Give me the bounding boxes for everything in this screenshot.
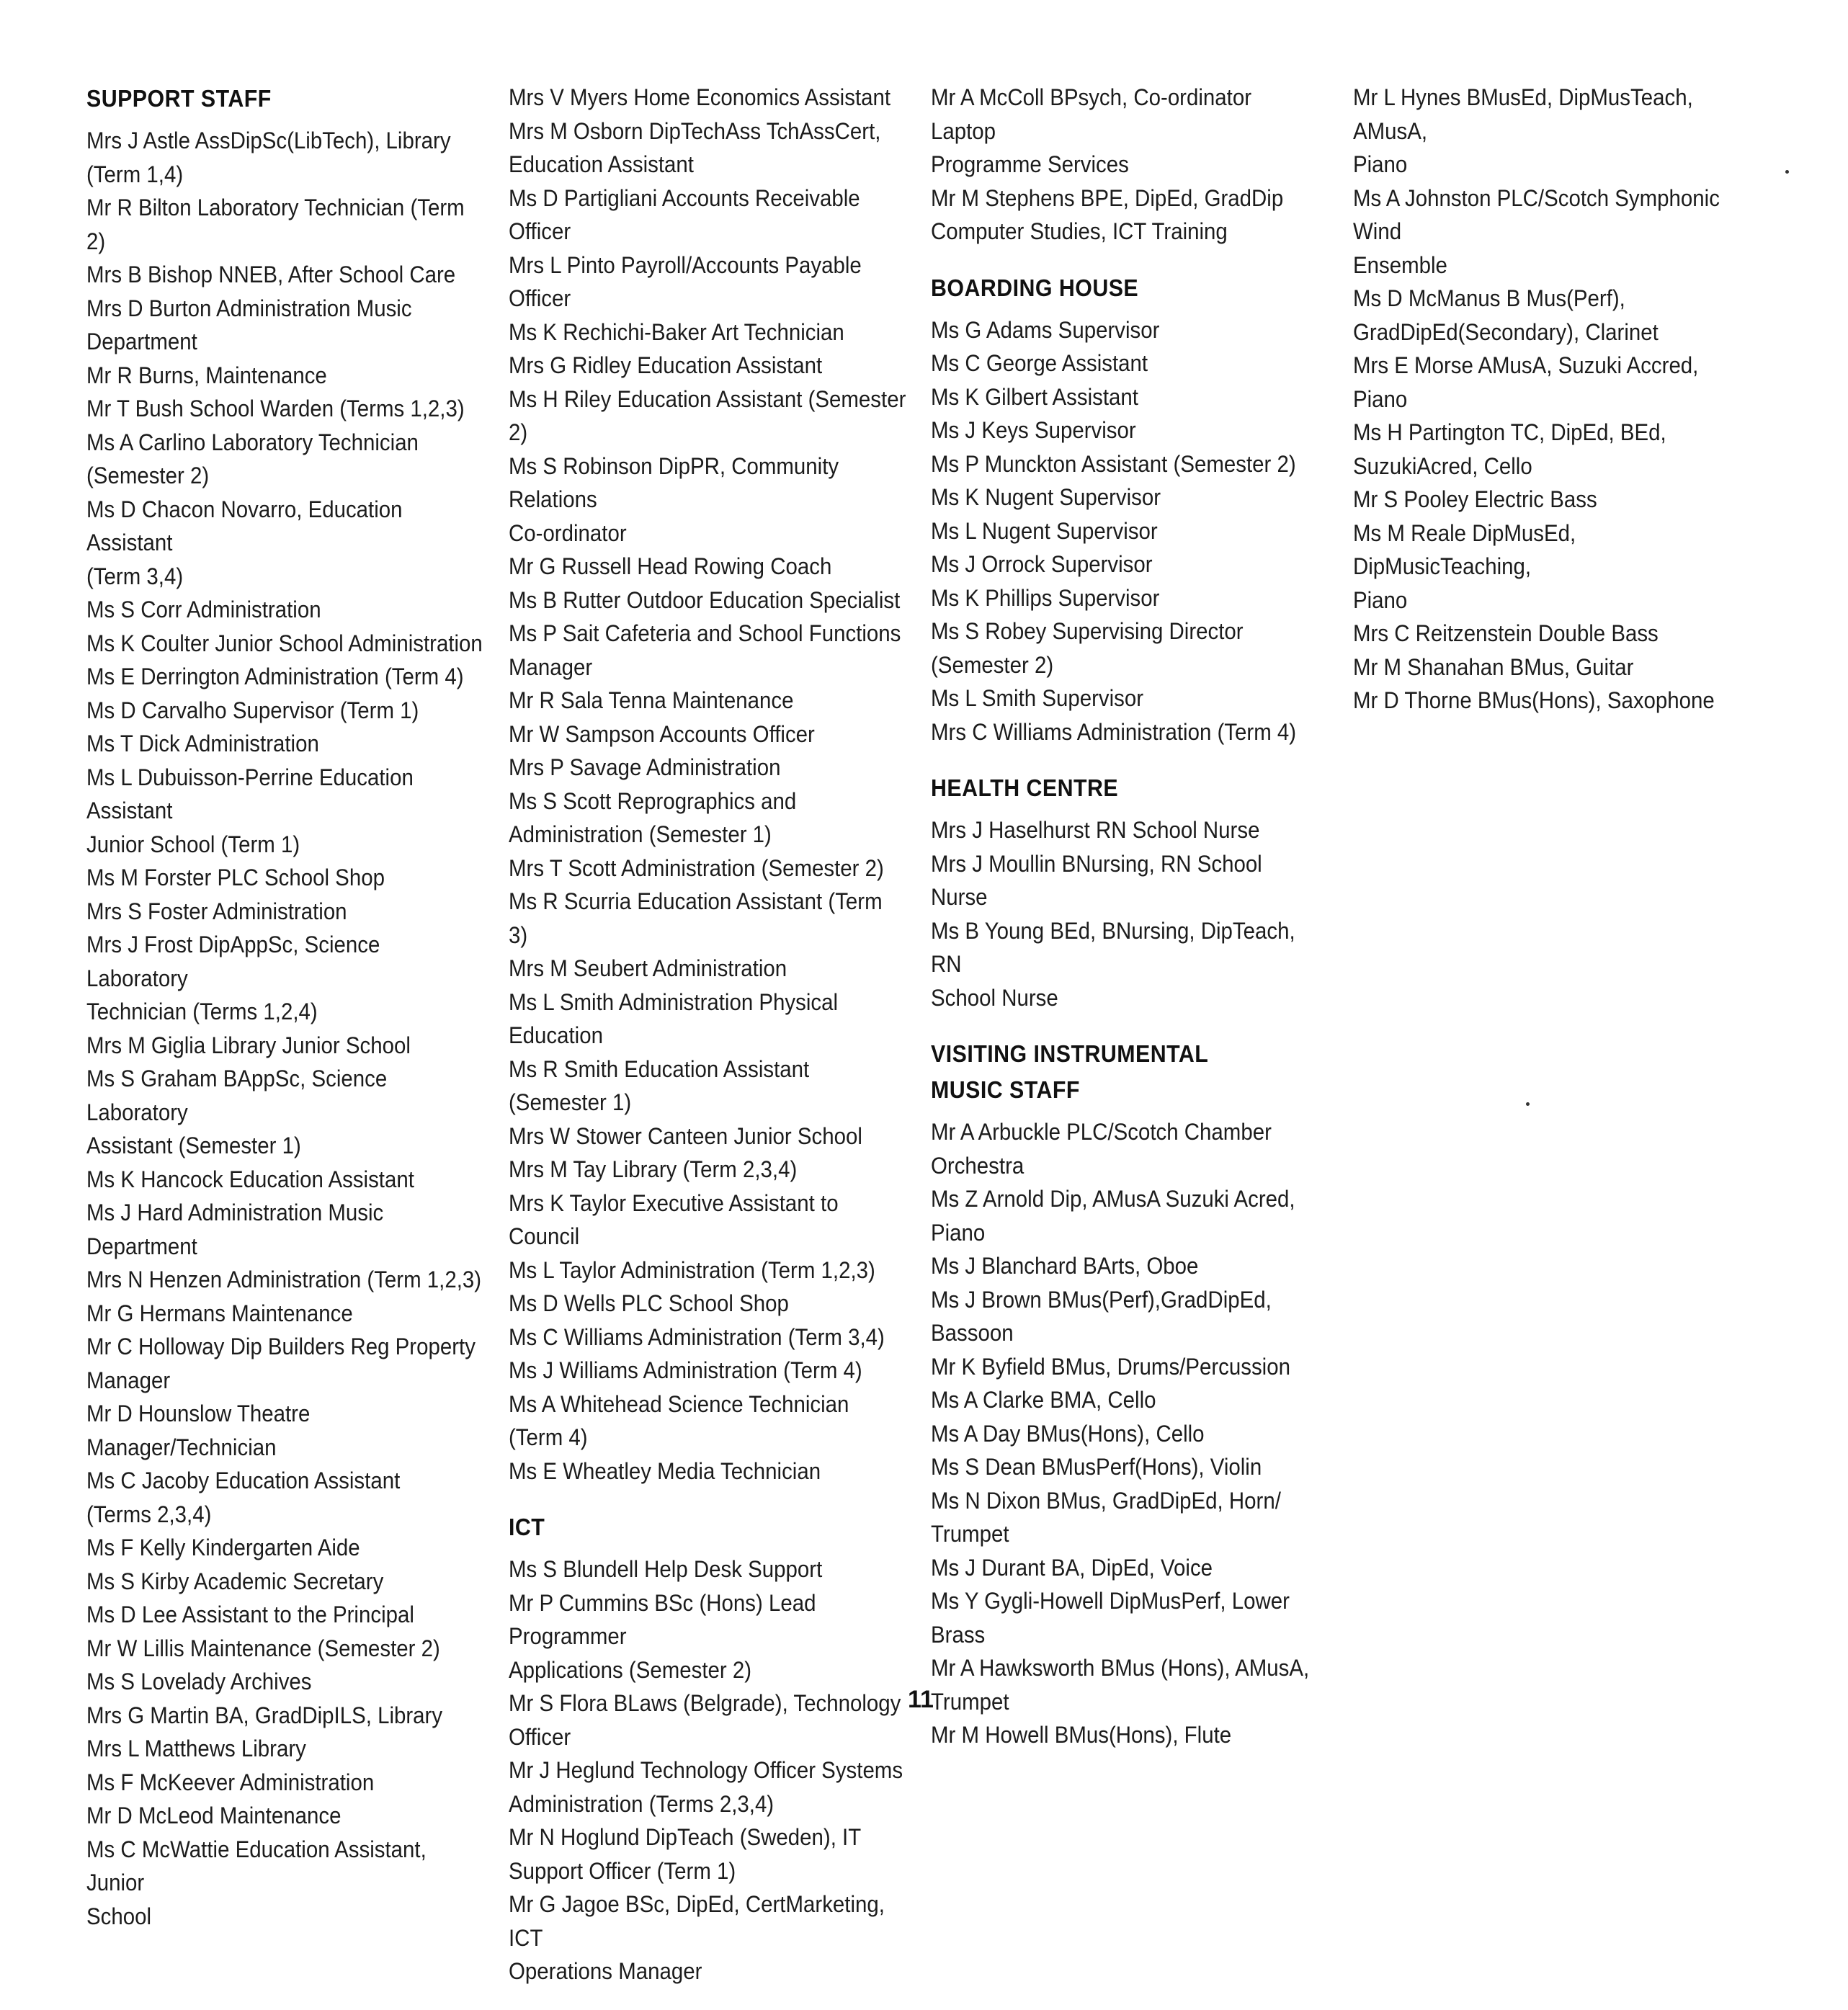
staff-entry-line: Mrs L Pinto Payroll/Accounts Payable Officer — [509, 251, 862, 311]
section-heading: ICT — [509, 1514, 545, 1540]
staff-entry-line: Ms L Nugent Supervisor — [931, 517, 1158, 544]
staff-entry-line: Ms C Williams Administration (Term 3,4) — [509, 1323, 885, 1350]
staff-entry-line: Ms A Johnston PLC/Scotch Symphonic Wind — [1353, 184, 1720, 244]
staff-list — [931, 813, 1316, 1014]
staff-entry-line: Mrs M Seubert Administration — [509, 955, 787, 981]
staff-entry-line: Ms C McWattie Education Assistant, Junior — [86, 1836, 427, 1895]
staff-entry-line: Ms K Hancock Education Assistant — [86, 1166, 414, 1192]
staff-entry-line: Mrs M Tay Library (Term 2,3,4) — [509, 1156, 798, 1182]
staff-entry-line: Operations Manager — [509, 1958, 702, 1984]
staff-entry-line: Ms L Smith Supervisor — [931, 685, 1144, 711]
staff-entry-line: Ms R Scurria Education Assistant (Term 3) — [509, 888, 883, 948]
health-centre-section — [931, 770, 1316, 1014]
staff-entry-line: Ms D Wells PLC School Shop — [509, 1290, 789, 1316]
staff-entry-line: Junior School (Term 1) — [86, 831, 300, 857]
staff-entry-line: Ms B Young BEd, BNursing, DipTeach, RN — [931, 917, 1295, 977]
section-heading: SUPPORT STAFF — [86, 85, 272, 112]
staff-entry-line: Ms S Blundell Help Desk Support — [509, 1556, 823, 1582]
staff-entry-line: Mrs J Astle AssDipSc(LibTech), Library — [86, 128, 451, 153]
staff-entry-line: Mr M Howell BMus(Hons), Flute — [931, 1722, 1232, 1748]
staff-entry-line: Ms M Reale DipMusEd, DipMusicTeaching, — [1353, 519, 1576, 579]
scan-speck — [1785, 170, 1789, 174]
staff-entry-line: Mr D McLeod Maintenance — [86, 1803, 342, 1828]
staff-entry-line: Piano — [1353, 151, 1408, 177]
staff-entry-line: Ms S Graham BAppSc, Science Laboratory — [86, 1066, 388, 1125]
staff-entry-line: Ms N Dixon BMus, GradDipEd, Horn/ — [931, 1487, 1281, 1514]
staff-entry-line: Mrs W Stower Canteen Junior School — [509, 1122, 862, 1149]
staff-entry-line: Mrs S Foster Administration — [86, 898, 347, 924]
staff-entry-line: (Semester 2) — [931, 651, 1054, 678]
staff-entry-line: Ms A Clarke BMA, Cello — [931, 1387, 1156, 1413]
staff-entry-line: (Semester 1) — [509, 1089, 632, 1115]
staff-entry-line: Mrs E Morse AMusA, Suzuki Accred, Piano — [1353, 352, 1699, 412]
section-heading: BOARDING HOUSE — [931, 274, 1139, 301]
staff-entry-line: Mr G Hermans Maintenance — [86, 1300, 353, 1326]
staff-entry-line: Ensemble — [1353, 251, 1447, 278]
staff-entry-line: Mr N Hoglund DipTeach (Sweden), IT — [509, 1824, 862, 1850]
staff-entry-line: Ms D Partigliani Accounts Receivable Officer — [509, 184, 860, 244]
staff-entry-line: Ms S Robey Supervising Director — [931, 618, 1244, 644]
staff-entry-line: SuzukiAcred, Cello — [1353, 452, 1532, 479]
staff-entry-line: Support Officer (Term 1) — [509, 1857, 736, 1884]
staff-entry-line: Mr J Heglund Technology Officer Systems — [509, 1757, 903, 1783]
staff-entry-line: Ms S Corr Administration — [86, 597, 321, 622]
staff-entry-line: GradDipEd(Secondary), Clarinet — [1353, 318, 1659, 345]
staff-entry-line: Ms J Blanchard BArts, Oboe — [931, 1253, 1199, 1279]
staff-entry-line: Mr T Bush School Warden (Terms 1,2,3) — [86, 396, 465, 421]
staff-entry-line: Mrs G Martin BA, GradDipILS, Library — [86, 1702, 443, 1728]
staff-list — [509, 1553, 906, 1988]
staff-entry-line: Ms K Coulter Junior School Administration — [86, 630, 483, 656]
staff-list — [931, 1115, 1316, 1752]
staff-entry-line: Ms L Smith Administration Physical — [509, 988, 839, 1015]
staff-list — [931, 313, 1316, 749]
staff-entry-line: Administration (Terms 2,3,4) — [509, 1790, 775, 1817]
staff-entry-line: Assistant (Semester 1) — [86, 1133, 301, 1158]
staff-entry-line: Ms A Whitehead Science Technician (Term 4) — [509, 1390, 849, 1450]
staff-entry-line: Trumpet — [931, 1521, 1009, 1547]
staff-entry-line: Ms S Lovelady Archives — [86, 1669, 312, 1694]
staff-entry-line: Mrs K Taylor Executive Assistant to Council — [509, 1189, 839, 1249]
staff-entry-line: School Nurse — [931, 984, 1058, 1011]
staff-entry-line: Mrs J Haselhurst RN School Nurse — [931, 817, 1260, 843]
staff-entry-line: Education — [509, 1022, 603, 1048]
visiting-music-staff-section — [931, 1036, 1316, 1752]
visiting-music-staff-continued-section — [1353, 81, 1751, 718]
staff-entry-line: Administration (Semester 1) — [509, 821, 772, 847]
staff-entry-line: Ms J Durant BA, DipEd, Voice — [931, 1554, 1213, 1581]
staff-entry-line: Mrs T Scott Administration (Semester 2) — [509, 854, 884, 881]
staff-entry-line: Ms F Kelly Kindergarten Aide — [86, 1535, 360, 1560]
staff-entry-line: Ms R Smith Education Assistant — [509, 1055, 810, 1082]
staff-entry-line: Mrs V Myers Home Economics Assistant — [509, 84, 891, 110]
staff-entry-line: Mrs M Giglia Library Junior School — [86, 1032, 411, 1058]
staff-entry-line: Mr G Russell Head Rowing Coach — [509, 553, 832, 579]
staff-entry-line: Mr A Arbuckle PLC/Scotch Chamber — [931, 1119, 1272, 1145]
staff-entry-line: Piano — [931, 1219, 986, 1246]
staff-entry-line: Ms K Nugent Supervisor — [931, 484, 1161, 510]
staff-entry-line: Mrs J Moullin BNursing, RN School Nurse — [931, 850, 1262, 910]
staff-entry-line: Piano — [1353, 586, 1408, 613]
column-2 — [509, 81, 906, 2010]
staff-entry-line: Mrs C Reitzenstein Double Bass — [1353, 620, 1659, 646]
staff-entry-line: Ms L Dubuisson-Perrine Education Assistant — [86, 764, 414, 823]
staff-entry-line: Ms S Kirby Academic Secretary — [86, 1568, 384, 1594]
staff-entry-line: Mr G Jagoe BSc, DipEd, CertMarketing, ICT — [509, 1891, 885, 1951]
staff-entry-line: Ms P Sait Cafeteria and School Functions — [509, 620, 901, 646]
staff-entry-line: Manager — [86, 1367, 171, 1393]
staff-entry-line: Mrs L Matthews Library — [86, 1736, 306, 1761]
staff-entry-line: Mrs B Bishop NNEB, After School Care — [86, 262, 456, 287]
staff-entry-line: Ms J Orrock Supervisor — [931, 551, 1153, 577]
staff-entry-line: (Term 3,4) — [86, 563, 184, 589]
staff-entry-line: Mr A McColl BPsych, Co-ordinator Laptop — [931, 84, 1252, 144]
staff-entry-line: Mrs N Henzen Administration (Term 1,2,3) — [86, 1267, 482, 1292]
staff-entry-line: Computer Studies, ICT Training — [931, 218, 1228, 244]
staff-entry-line: Ms L Taylor Administration (Term 1,2,3) — [509, 1256, 875, 1283]
support-staff-section — [86, 81, 484, 1933]
staff-entry-line: Mrs P Savage Administration — [509, 754, 781, 780]
staff-entry-line: (Semester 2) — [86, 463, 210, 488]
staff-entry-line: Mr L Hynes BMusEd, DipMusTeach, AMusA, — [1353, 84, 1693, 144]
boarding-house-section — [931, 270, 1316, 749]
staff-entry-line: Ms E Wheatley Media Technician — [509, 1457, 821, 1484]
column-3 — [931, 81, 1316, 1774]
staff-entry-line: Department — [86, 329, 197, 354]
column-1 — [86, 81, 484, 1955]
staff-entry-line: Ms K Rechichi-Baker Art Technician — [509, 318, 844, 345]
section-heading: VISITING INSTRUMENTAL MUSIC STAFF — [931, 1040, 1208, 1103]
staff-entry-line: Mr S Pooley Electric Bass — [1353, 486, 1597, 512]
staff-entry-line: Mrs C Williams Administration (Term 4) — [931, 718, 1297, 745]
ict-section — [509, 1509, 906, 1988]
staff-entry-line: Mr D Thorne BMus(Hons), Saxophone — [1353, 687, 1715, 713]
staff-entry-line: Ms H Partington TC, DipEd, BEd, — [1353, 419, 1666, 445]
staff-entry-line: Ms J Keys Supervisor — [931, 417, 1136, 443]
staff-entry-line: Mr R Burns, Maintenance — [86, 362, 327, 388]
ict-continued-section — [931, 81, 1316, 249]
scan-speck — [1526, 1102, 1530, 1106]
staff-entry-line: Ms G Adams Supervisor — [931, 316, 1160, 343]
staff-entry-line: Ms H Riley Education Assistant (Semester 2) — [509, 385, 906, 445]
staff-entry-line: Ms S Scott Reprographics and — [509, 787, 797, 814]
staff-entry-line: Ms C Jacoby Education Assistant — [86, 1468, 401, 1493]
staff-entry-line: Mrs D Burton Administration Music — [86, 295, 412, 321]
staff-entry-line: Ms Y Gygli-Howell DipMusPerf, Lower Brass — [931, 1588, 1290, 1648]
staff-entry-line: Mr K Byfield BMus, Drums/Percussion — [931, 1353, 1290, 1380]
staff-entry-line: Mrs G Ridley Education Assistant — [509, 352, 823, 378]
staff-entry-line: Mr R Sala Tenna Maintenance — [509, 687, 794, 713]
staff-entry-line: Ms F McKeever Administration — [86, 1769, 375, 1795]
staff-entry-line: Mr P Cummins BSc (Hons) Lead Programmer — [509, 1589, 816, 1649]
staff-entry-line: Ms S Dean BMusPerf(Hons), Violin — [931, 1454, 1262, 1480]
staff-entry-line: (Term 1,4) — [86, 161, 184, 187]
staff-entry-line: Ms P Munckton Assistant (Semester 2) — [931, 450, 1296, 477]
staff-list — [931, 81, 1316, 249]
staff-entry-line: Orchestra — [931, 1152, 1025, 1179]
staff-entry-line: Ms T Dick Administration — [86, 731, 319, 756]
staff-entry-line: Ms E Derrington Administration (Term 4) — [86, 664, 464, 689]
staff-entry-line: Co-ordinator — [509, 519, 627, 546]
page-number: 11 — [908, 1686, 934, 1713]
staff-entry-line: Ms J Brown BMus(Perf),GradDipEd, Bassoon — [931, 1286, 1272, 1346]
support-staff-continued-section — [509, 81, 906, 1488]
staff-list — [86, 124, 484, 1933]
staff-entry-line: Mr M Stephens BPE, DipEd, GradDip — [931, 184, 1284, 211]
staff-entry-line: Mr S Flora BLaws (Belgrade), Technology — [509, 1690, 901, 1716]
staff-entry-line: Ms D McManus B Mus(Perf), — [1353, 285, 1625, 311]
staff-entry-line: Trumpet — [931, 1688, 1009, 1715]
staff-entry-line: School — [86, 1903, 152, 1929]
staff-list — [509, 81, 906, 1488]
staff-entry-line: Ms J Hard Administration Music Department — [86, 1200, 384, 1259]
staff-entry-line: Ms K Gilbert Assistant — [931, 383, 1138, 410]
staff-entry-line: Technician (Terms 1,2,4) — [86, 999, 318, 1024]
section-heading: HEALTH CENTRE — [931, 774, 1119, 801]
staff-entry-line: Applications (Semester 2) — [509, 1656, 752, 1683]
staff-entry-line: Ms D Chacon Novarro, Education Assistant — [86, 496, 403, 555]
staff-entry-line: Mr C Holloway Dip Builders Reg Property — [86, 1334, 476, 1359]
staff-entry-line: Mr D Hounslow Theatre Manager/Technician — [86, 1401, 311, 1460]
column-4 — [1353, 81, 1751, 739]
staff-list — [1353, 81, 1751, 718]
staff-entry-line: Ms S Robinson DipPR, Community Relations — [509, 452, 839, 512]
staff-entry-line: Programme Services — [931, 151, 1129, 177]
staff-entry-line: Ms A Carlino Laboratory Technician — [86, 429, 419, 455]
staff-entry-line: Manager — [509, 653, 593, 680]
staff-entry-line: Ms A Day BMus(Hons), Cello — [931, 1420, 1205, 1447]
staff-entry-line: Mr W Lillis Maintenance (Semester 2) — [86, 1635, 440, 1661]
staff-entry-line: Mr M Shanahan BMus, Guitar — [1353, 653, 1634, 680]
staff-entry-line: Mrs J Frost DipAppSc, Science Laboratory — [86, 932, 380, 991]
staff-entry-line: Mr R Bilton Laboratory Technician (Term 2) — [86, 195, 465, 254]
staff-entry-line: Ms J Williams Administration (Term 4) — [509, 1357, 862, 1383]
staff-entry-line: Ms D Carvalho Supervisor (Term 1) — [86, 697, 419, 723]
staff-entry-line: Ms Z Arnold Dip, AMusA Suzuki Acred, — [931, 1186, 1295, 1212]
staff-entry-line: Ms C George Assistant — [931, 350, 1148, 376]
staff-entry-line: Education Assistant — [509, 151, 694, 177]
staff-entry-line: Ms D Lee Assistant to the Principal — [86, 1602, 414, 1627]
staff-entry-line: Ms M Forster PLC School Shop — [86, 865, 385, 890]
staff-entry-line: Mr W Sampson Accounts Officer — [509, 720, 815, 747]
staff-entry-line: Ms B Rutter Outdoor Education Specialist — [509, 586, 901, 613]
staff-entry-line: Mrs M Osborn DipTechAss TchAssCert, — [509, 117, 881, 144]
staff-entry-line: Ms K Phillips Supervisor — [931, 584, 1160, 611]
staff-entry-line: (Terms 2,3,4) — [86, 1501, 212, 1527]
staff-entry-line: Officer — [509, 1723, 571, 1750]
staff-entry-line: Mr A Hawksworth BMus (Hons), AMusA, — [931, 1655, 1310, 1681]
